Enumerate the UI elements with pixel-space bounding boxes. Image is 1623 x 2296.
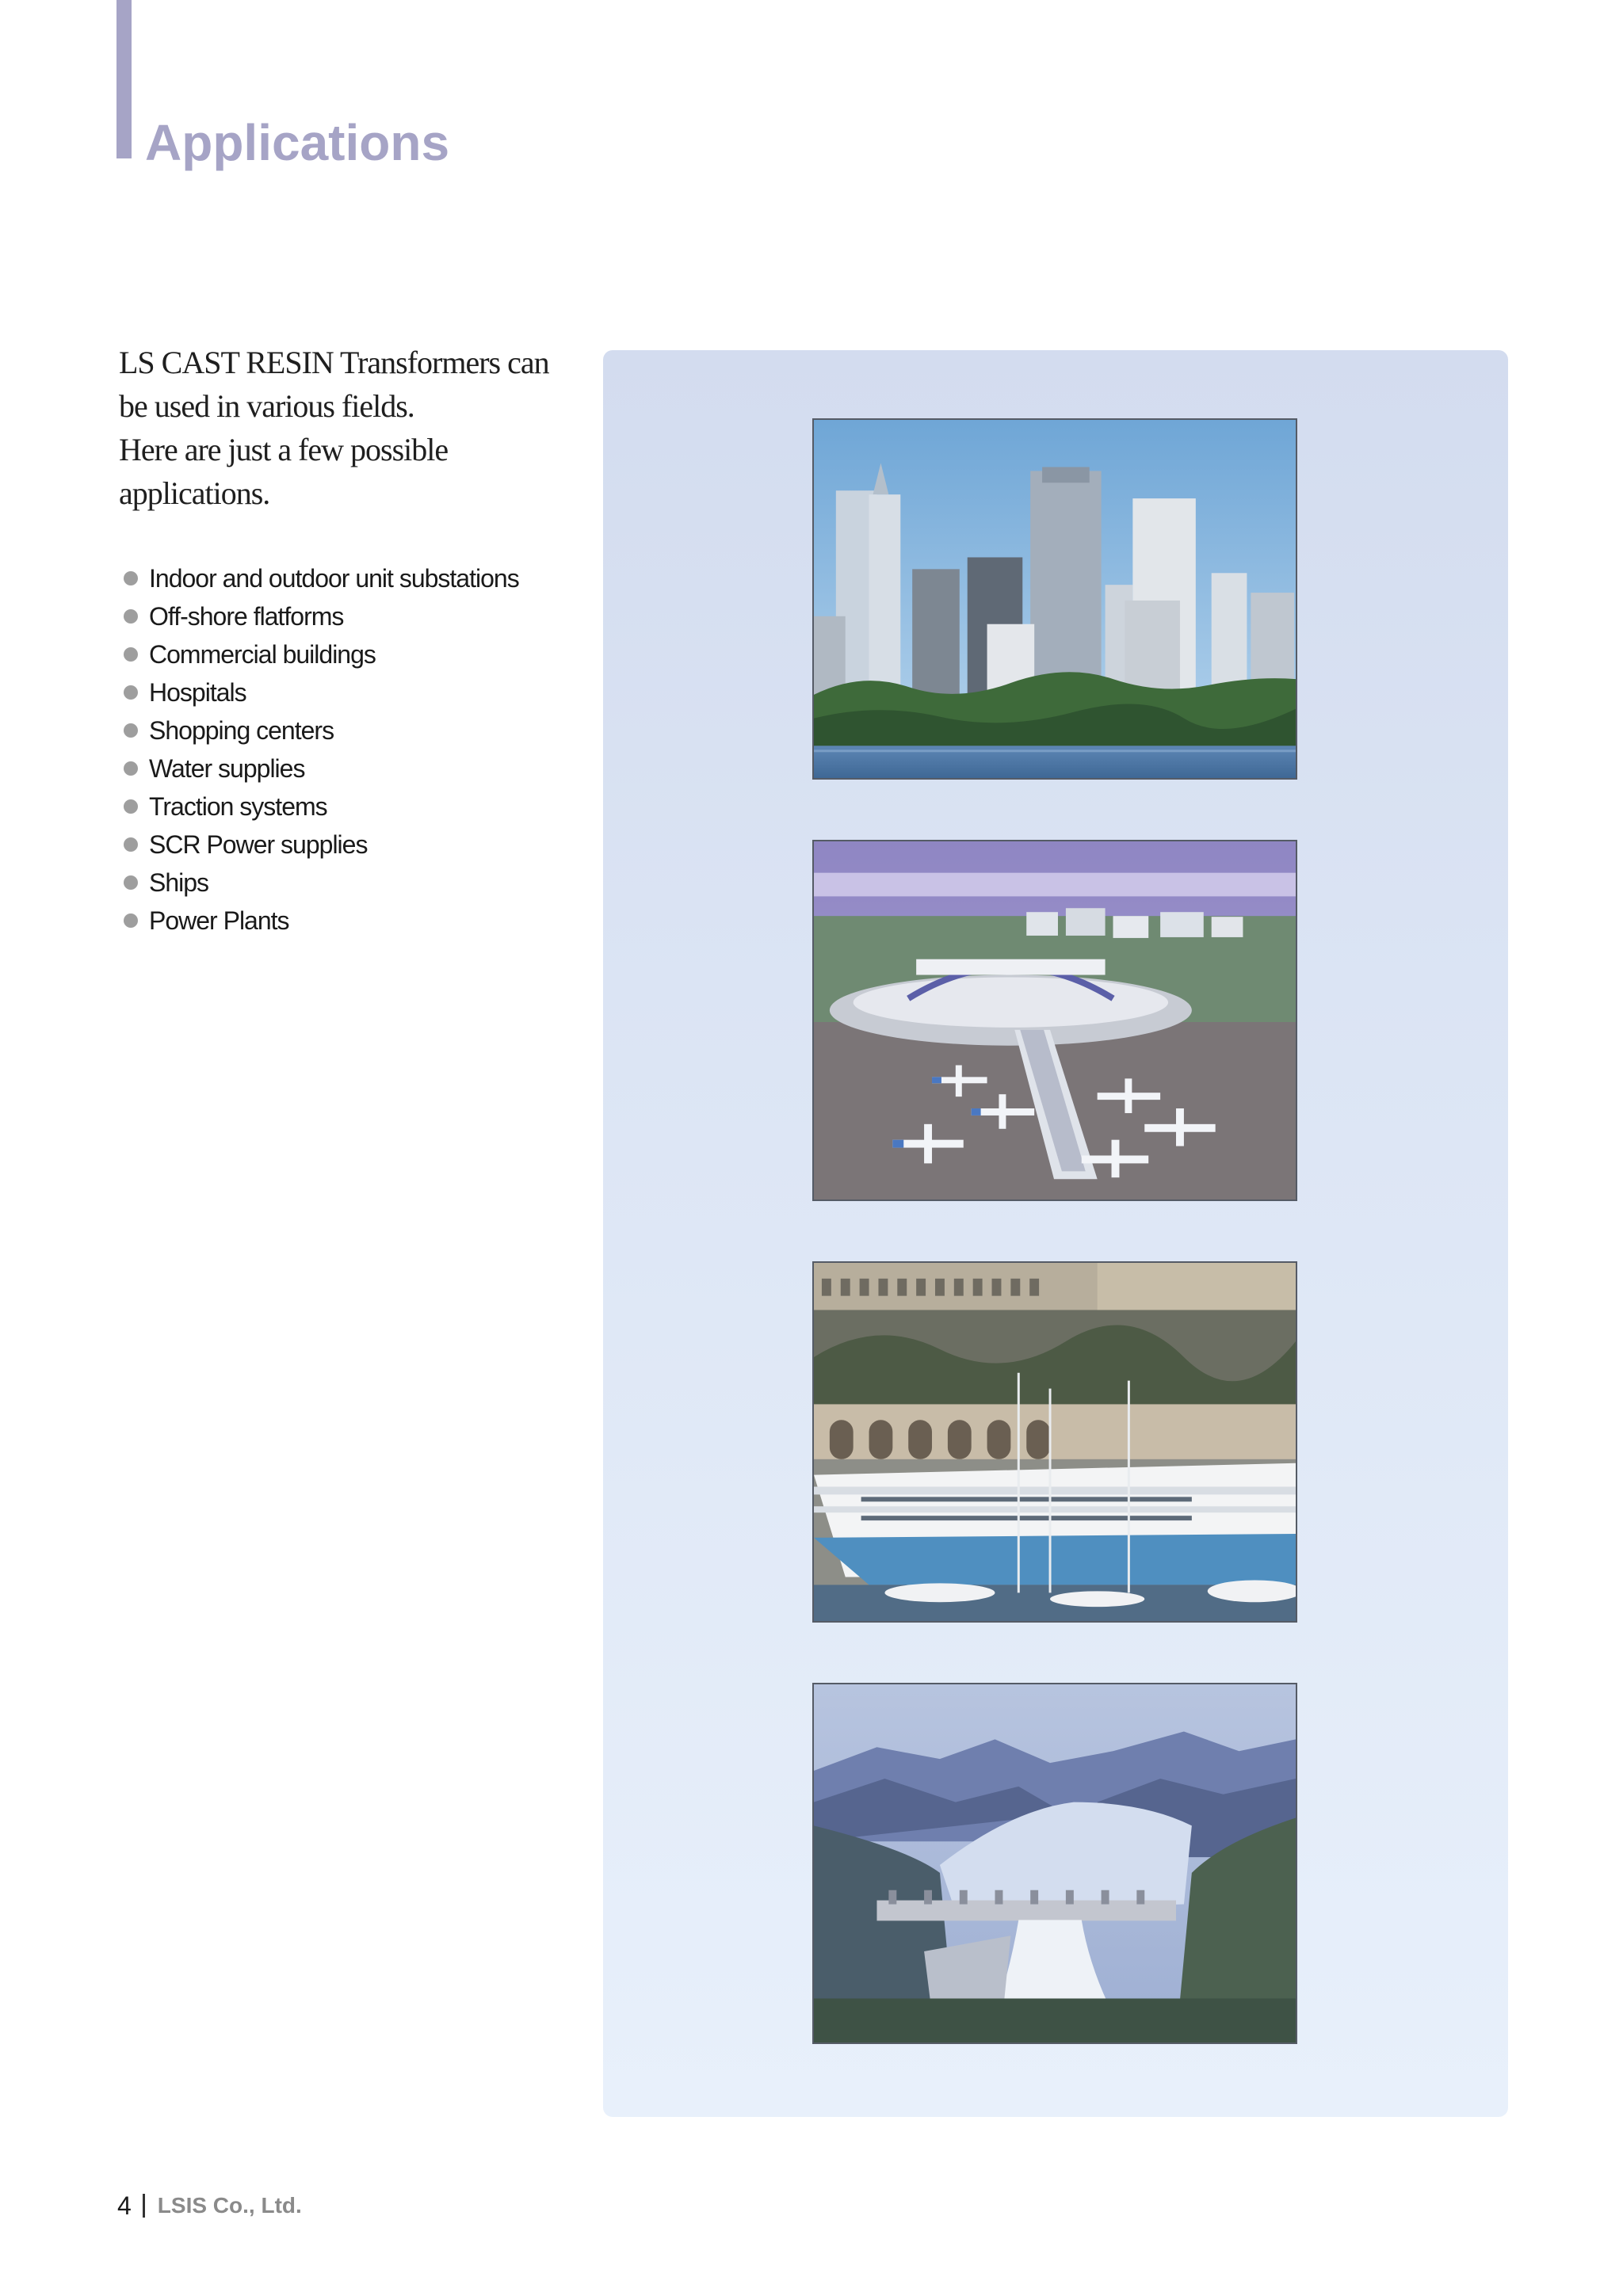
bullet-icon — [124, 609, 138, 624]
intro-line: be used in various fields. — [119, 388, 414, 424]
list-item — [119, 711, 610, 749]
list-item-label: SCR Power supplies — [149, 830, 368, 859]
title-accent-bar — [116, 0, 132, 158]
page-title: Applications — [145, 114, 450, 171]
list-item-label: Ships — [149, 868, 209, 897]
city-skyline-photo — [812, 418, 1297, 780]
list-item — [119, 673, 610, 711]
list-item — [119, 559, 610, 597]
bullet-icon — [124, 685, 138, 700]
bullet-icon — [124, 761, 138, 776]
airport-photo — [812, 840, 1297, 1201]
list-item-label: Hospitals — [149, 678, 246, 707]
footer-divider — [143, 2194, 145, 2218]
list-item-label: Indoor and outdoor unit substations — [149, 564, 519, 593]
list-item-label: Commercial buildings — [149, 640, 376, 669]
list-item-label: Off-shore flatforms — [149, 602, 344, 631]
bullet-icon — [124, 799, 138, 814]
cruise-ship-photo — [812, 1261, 1297, 1623]
bullet-icon — [124, 647, 138, 662]
list-item-label: Power Plants — [149, 906, 289, 935]
list-item-label: Traction systems — [149, 792, 327, 821]
list-item — [119, 597, 610, 635]
company-name: LSIS Co., Ltd. — [157, 2193, 302, 2218]
bullet-icon — [124, 913, 138, 928]
bullet-icon — [124, 875, 138, 890]
list-item — [119, 902, 610, 940]
list-item-label: Water supplies — [149, 754, 305, 783]
list-item — [119, 635, 610, 673]
photo-gallery-panel — [603, 350, 1508, 2117]
page-number: 4 — [117, 2191, 132, 2220]
cruise-ship-image — [814, 1263, 1296, 1621]
city-skyline-image — [814, 420, 1296, 778]
list-item-label: Shopping centers — [149, 716, 334, 745]
applications-list — [119, 559, 610, 940]
airport-image — [814, 841, 1296, 1199]
dam-photo — [812, 1683, 1297, 2044]
list-item — [119, 826, 610, 864]
list-item — [119, 788, 610, 826]
bullet-icon — [124, 837, 138, 852]
list-item — [119, 749, 610, 788]
intro-line: LS CAST RESIN Transformers can — [119, 345, 549, 380]
page-footer — [117, 2188, 302, 2223]
bullet-icon — [124, 723, 138, 738]
intro-paragraph — [119, 341, 579, 515]
intro-line: applications. — [119, 475, 270, 511]
bullet-icon — [124, 571, 138, 585]
dam-image — [814, 1684, 1296, 2042]
list-item — [119, 864, 610, 902]
intro-line: Here are just a few possible — [119, 432, 449, 467]
